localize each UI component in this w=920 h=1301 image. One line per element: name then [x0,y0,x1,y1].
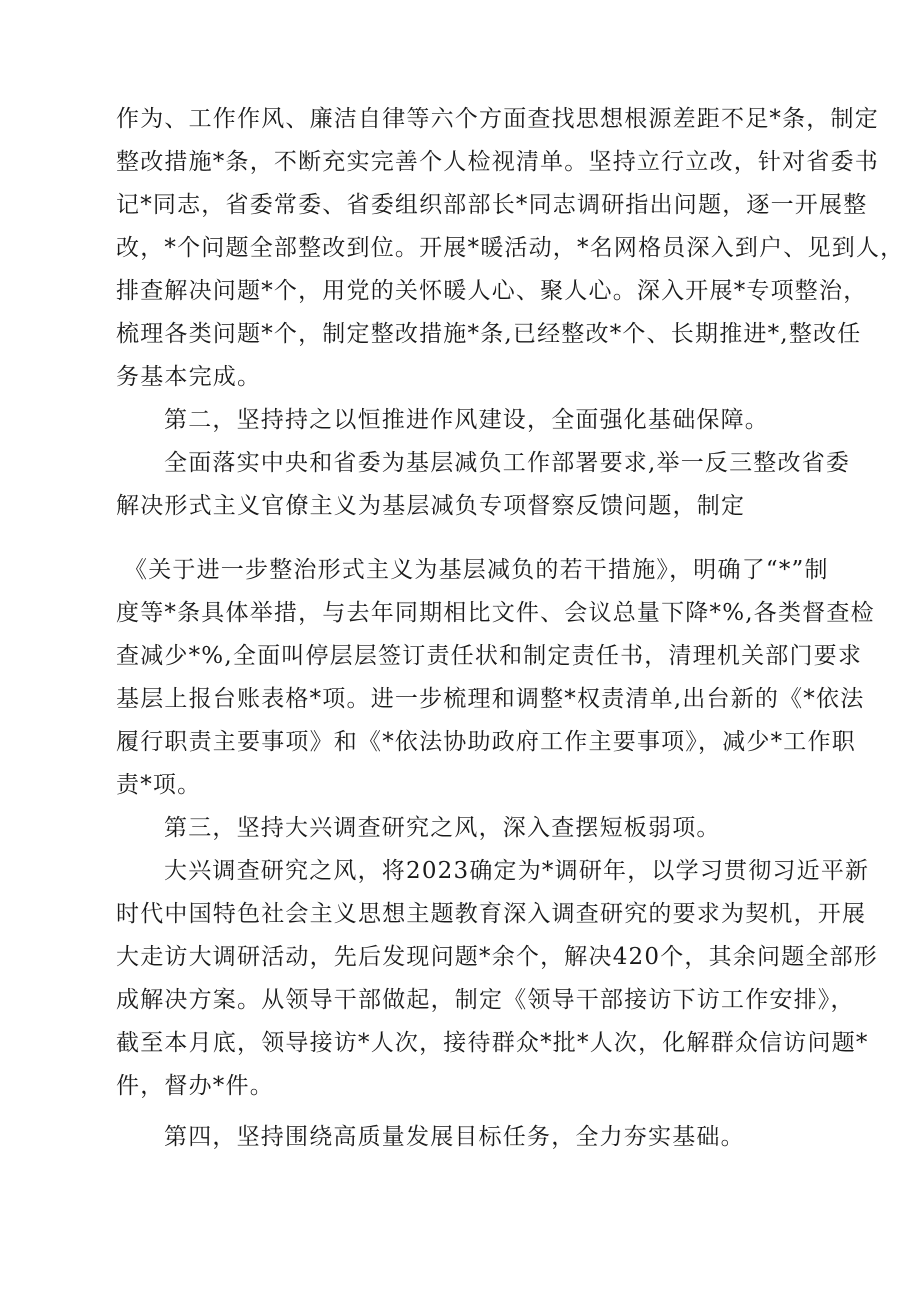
body-text-line: 度等*条具体举措，与去年同期相比文件、会议总量下降*%,各类督查检 [116,600,875,626]
body-text-line: 《关于进一步整治形式主义为基层减负的若干措施》，明确了“*”制 [124,557,829,583]
section-heading: 第四，坚持围绕高质量发展目标任务，全力夯实基础。 [164,1124,745,1150]
body-text-line: 整改措施*条，不断充实完善个人检视清单。坚持立行立改，针对省委书 [116,149,879,175]
body-text-line: 改，*个问题全部整改到位。开展*暖活动，*名网格员深入到户、见到人， [116,235,905,261]
body-text-line: 全面落实中央和省委为基层减负工作部署要求,举一反三整改省委 [164,450,851,476]
body-text-line: 时代中国特色社会主义思想主题教育深入调查研究的要求为契机，开展 [116,901,867,927]
section-heading: 第二，坚持持之以恒推进作风建设，全面强化基础保障。 [164,407,769,433]
body-text-line: 责*项。 [116,772,202,798]
body-text-line: 件，督办*件。 [116,1073,274,1099]
body-text-line: 梳理各类问题*个，制定整改措施*条,已经整改*个、长期推进*,整改任 [116,321,862,347]
body-text-line: 大兴调查研究之风，将2023确定为*调研年，以学习贯彻习近平新 [164,858,870,884]
body-text-line: 排查解决问题*个，用党的关怀暖人心、聚人心。深入开展*专项整治， [116,278,868,304]
body-text-line: 截至本月底，领导接访*人次，接待群众*批*人次，化解群众信访问题* [116,1030,869,1056]
body-text-line: 作为、工作作风、廉洁自律等六个方面查找思想根源差距不足*条，制定 [116,106,879,132]
body-text-line: 大走访大调研活动，先后发现问题*余个，解决420个，其余问题全部形 [116,944,878,970]
body-text-line: 记*同志，省委常委、省委组织部部长*同志调研指出问题，逐一开展整 [116,192,868,218]
body-text-line: 解决形式主义官僚主义为基层减负专项督察反馈问题，制定 [116,493,746,519]
body-text-line: 基层上报台账表格*项。进一步梳理和调整*权责清单,出台新的《*依法 [116,686,865,712]
body-text-line: 履行职责主要事项》和《*依法协助政府工作主要事项》，减少*工作职 [116,729,856,755]
body-text-line: 查减少*%,全面叫停层层签订责任状和制定责任书，清理机关部门要求 [116,643,863,669]
section-heading: 第三，坚持大兴调查研究之风，深入查摆短板弱项。 [164,815,721,841]
body-text-line: 成解决方案。从领导干部做起，制定《领导干部接访下访工作安排》， [116,987,855,1013]
body-text-line: 务基本完成。 [116,364,262,390]
